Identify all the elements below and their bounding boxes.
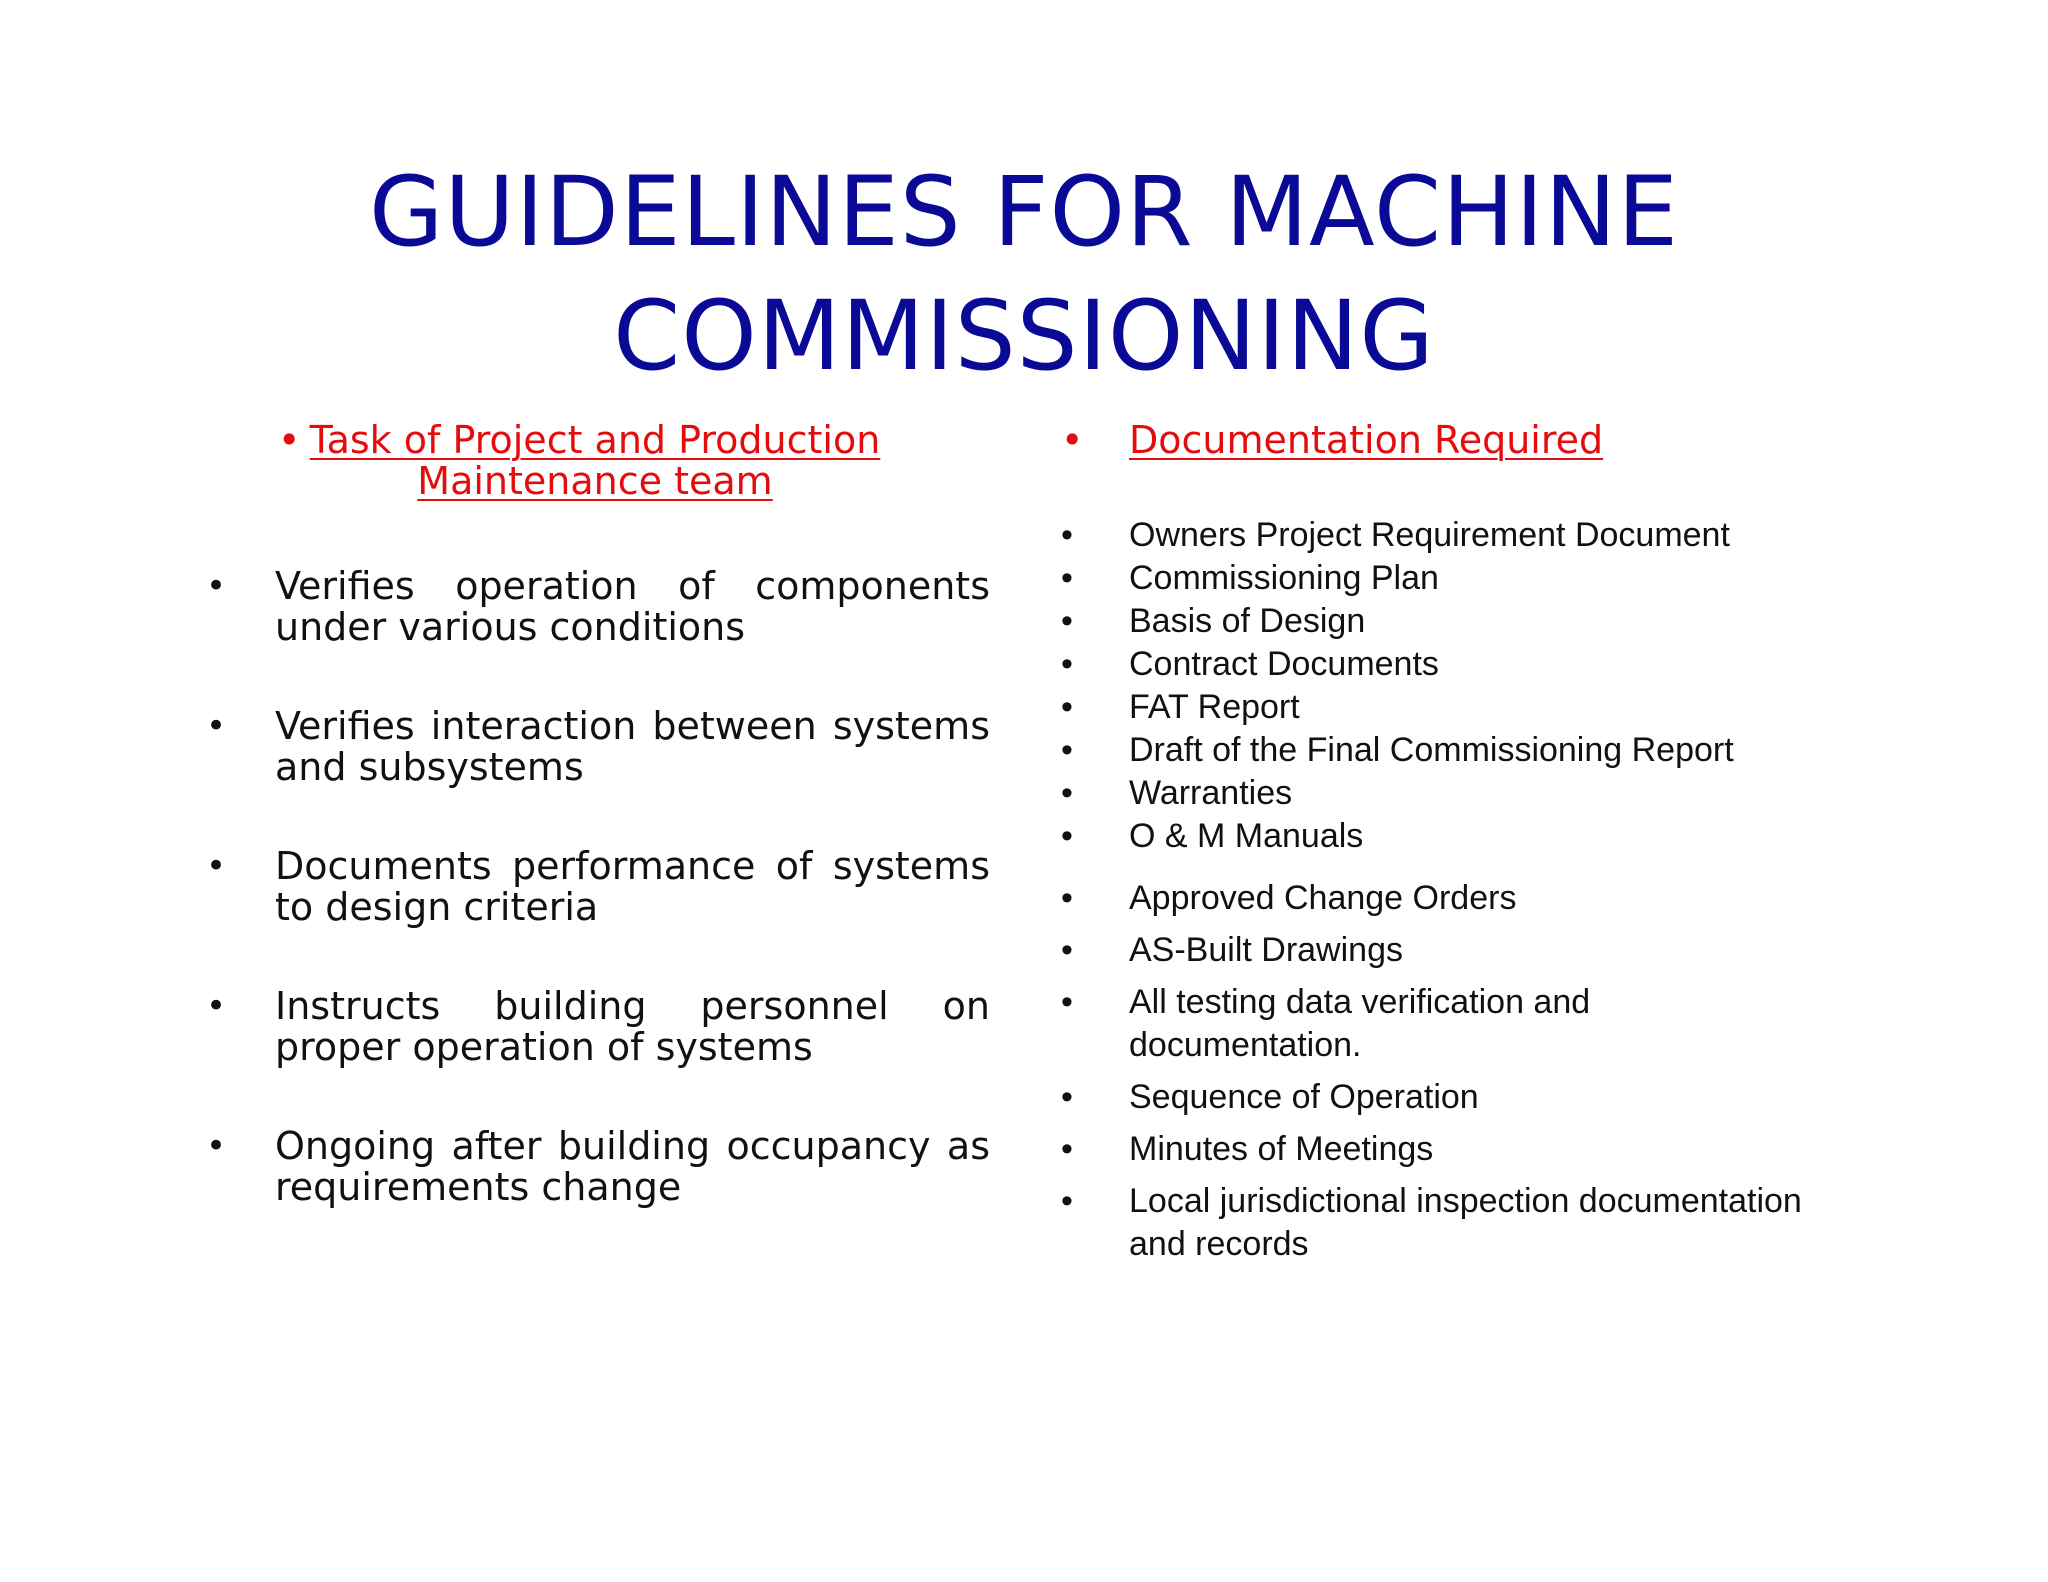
list-item-text: Draft of the Final Commissioning Report: [1129, 731, 1734, 769]
bullet-icon: •: [1061, 1078, 1073, 1116]
list-item: [1050, 514, 1950, 557]
bullet-icon: •: [1061, 879, 1073, 917]
list-item-text: Instructs building personnel on proper operation of systems: [275, 984, 990, 1069]
page-title-line-2: COMMISSIONING: [613, 280, 1435, 392]
list-item: [200, 566, 990, 706]
list-item-text: Minutes of Meetings: [1129, 1130, 1434, 1168]
list-item-text: Basis of Design: [1129, 602, 1366, 640]
bullet-icon: •: [206, 566, 227, 606]
list-item: [200, 986, 990, 1126]
right-heading-text: Documentation Required: [1129, 418, 1604, 462]
list-item: [1050, 600, 1950, 643]
list-item-text: Ongoing after building occupancy as requirements change: [275, 1124, 990, 1209]
list-item-text: AS-Built Drawings: [1129, 931, 1403, 969]
list-item: [1050, 815, 1950, 858]
list-item-text: Local jurisdictional inspection documentation and records: [1129, 1182, 1802, 1263]
bullet-icon: •: [1061, 559, 1073, 597]
bullet-icon: •: [1061, 983, 1073, 1021]
bullet-icon: •: [1061, 418, 1084, 462]
bullet-icon: •: [1061, 516, 1073, 554]
list-item: [1050, 643, 1950, 686]
list-item-text: Commissioning Plan: [1129, 559, 1439, 597]
list-item-text: Sequence of Operation: [1129, 1078, 1479, 1116]
list-item-text: Verifies operation of components under various conditions: [275, 564, 990, 649]
bullet-icon: •: [1061, 688, 1073, 726]
list-item: [1050, 1128, 1950, 1171]
list-item: [1050, 929, 1950, 972]
left-heading-line-2: Maintenance team: [417, 459, 773, 503]
bullet-icon: •: [1061, 731, 1073, 769]
list-item: [1050, 772, 1950, 815]
list-item-text: All testing data verification and documentation.: [1129, 983, 1591, 1064]
list-item-text: Approved Change Orders: [1129, 879, 1517, 917]
bullet-icon: •: [1061, 1182, 1073, 1220]
list-item-text: Owners Project Requirement Document: [1129, 516, 1730, 554]
list-item-text: Verifies interaction between systems and subsystems: [275, 704, 990, 789]
left-heading-line-1: Task of Project and Production: [309, 418, 881, 462]
bullet-icon: •: [206, 846, 227, 886]
page-title-line-1: GUIDELINES FOR MACHINE: [368, 156, 1680, 268]
list-item: [200, 706, 990, 846]
list-item: [200, 1126, 990, 1266]
bullet-icon: •: [1061, 931, 1073, 969]
list-item: [1050, 1076, 1950, 1119]
list-item: [1050, 1180, 1850, 1266]
left-heading: [200, 420, 990, 502]
left-task-list: [200, 566, 990, 1266]
bullet-icon: •: [1061, 817, 1073, 855]
bullet-icon: •: [206, 986, 227, 1026]
bullet-icon: •: [1061, 602, 1073, 640]
list-item: [200, 846, 990, 986]
list-item-text: FAT Report: [1129, 688, 1300, 726]
list-item: [1050, 686, 1950, 729]
list-item-text: O & M Manuals: [1129, 817, 1364, 855]
bullet-icon: •: [1061, 645, 1073, 683]
list-item-text: Contract Documents: [1129, 645, 1439, 683]
bullet-icon: •: [278, 418, 301, 462]
list-item-text: Documents performance of systems to design criteria: [275, 844, 990, 929]
list-item: [1050, 729, 1950, 772]
left-heading-text: [310, 420, 881, 502]
list-item: [1050, 877, 1950, 920]
list-item: [1050, 981, 1650, 1067]
bullet-icon: •: [1061, 1130, 1073, 1168]
bullet-icon: •: [1061, 774, 1073, 812]
list-item-text: Warranties: [1129, 774, 1293, 812]
bullet-icon: •: [206, 706, 227, 746]
bullet-icon: •: [206, 1126, 227, 1166]
page-title: [0, 150, 2048, 398]
list-item: [1050, 557, 1950, 600]
